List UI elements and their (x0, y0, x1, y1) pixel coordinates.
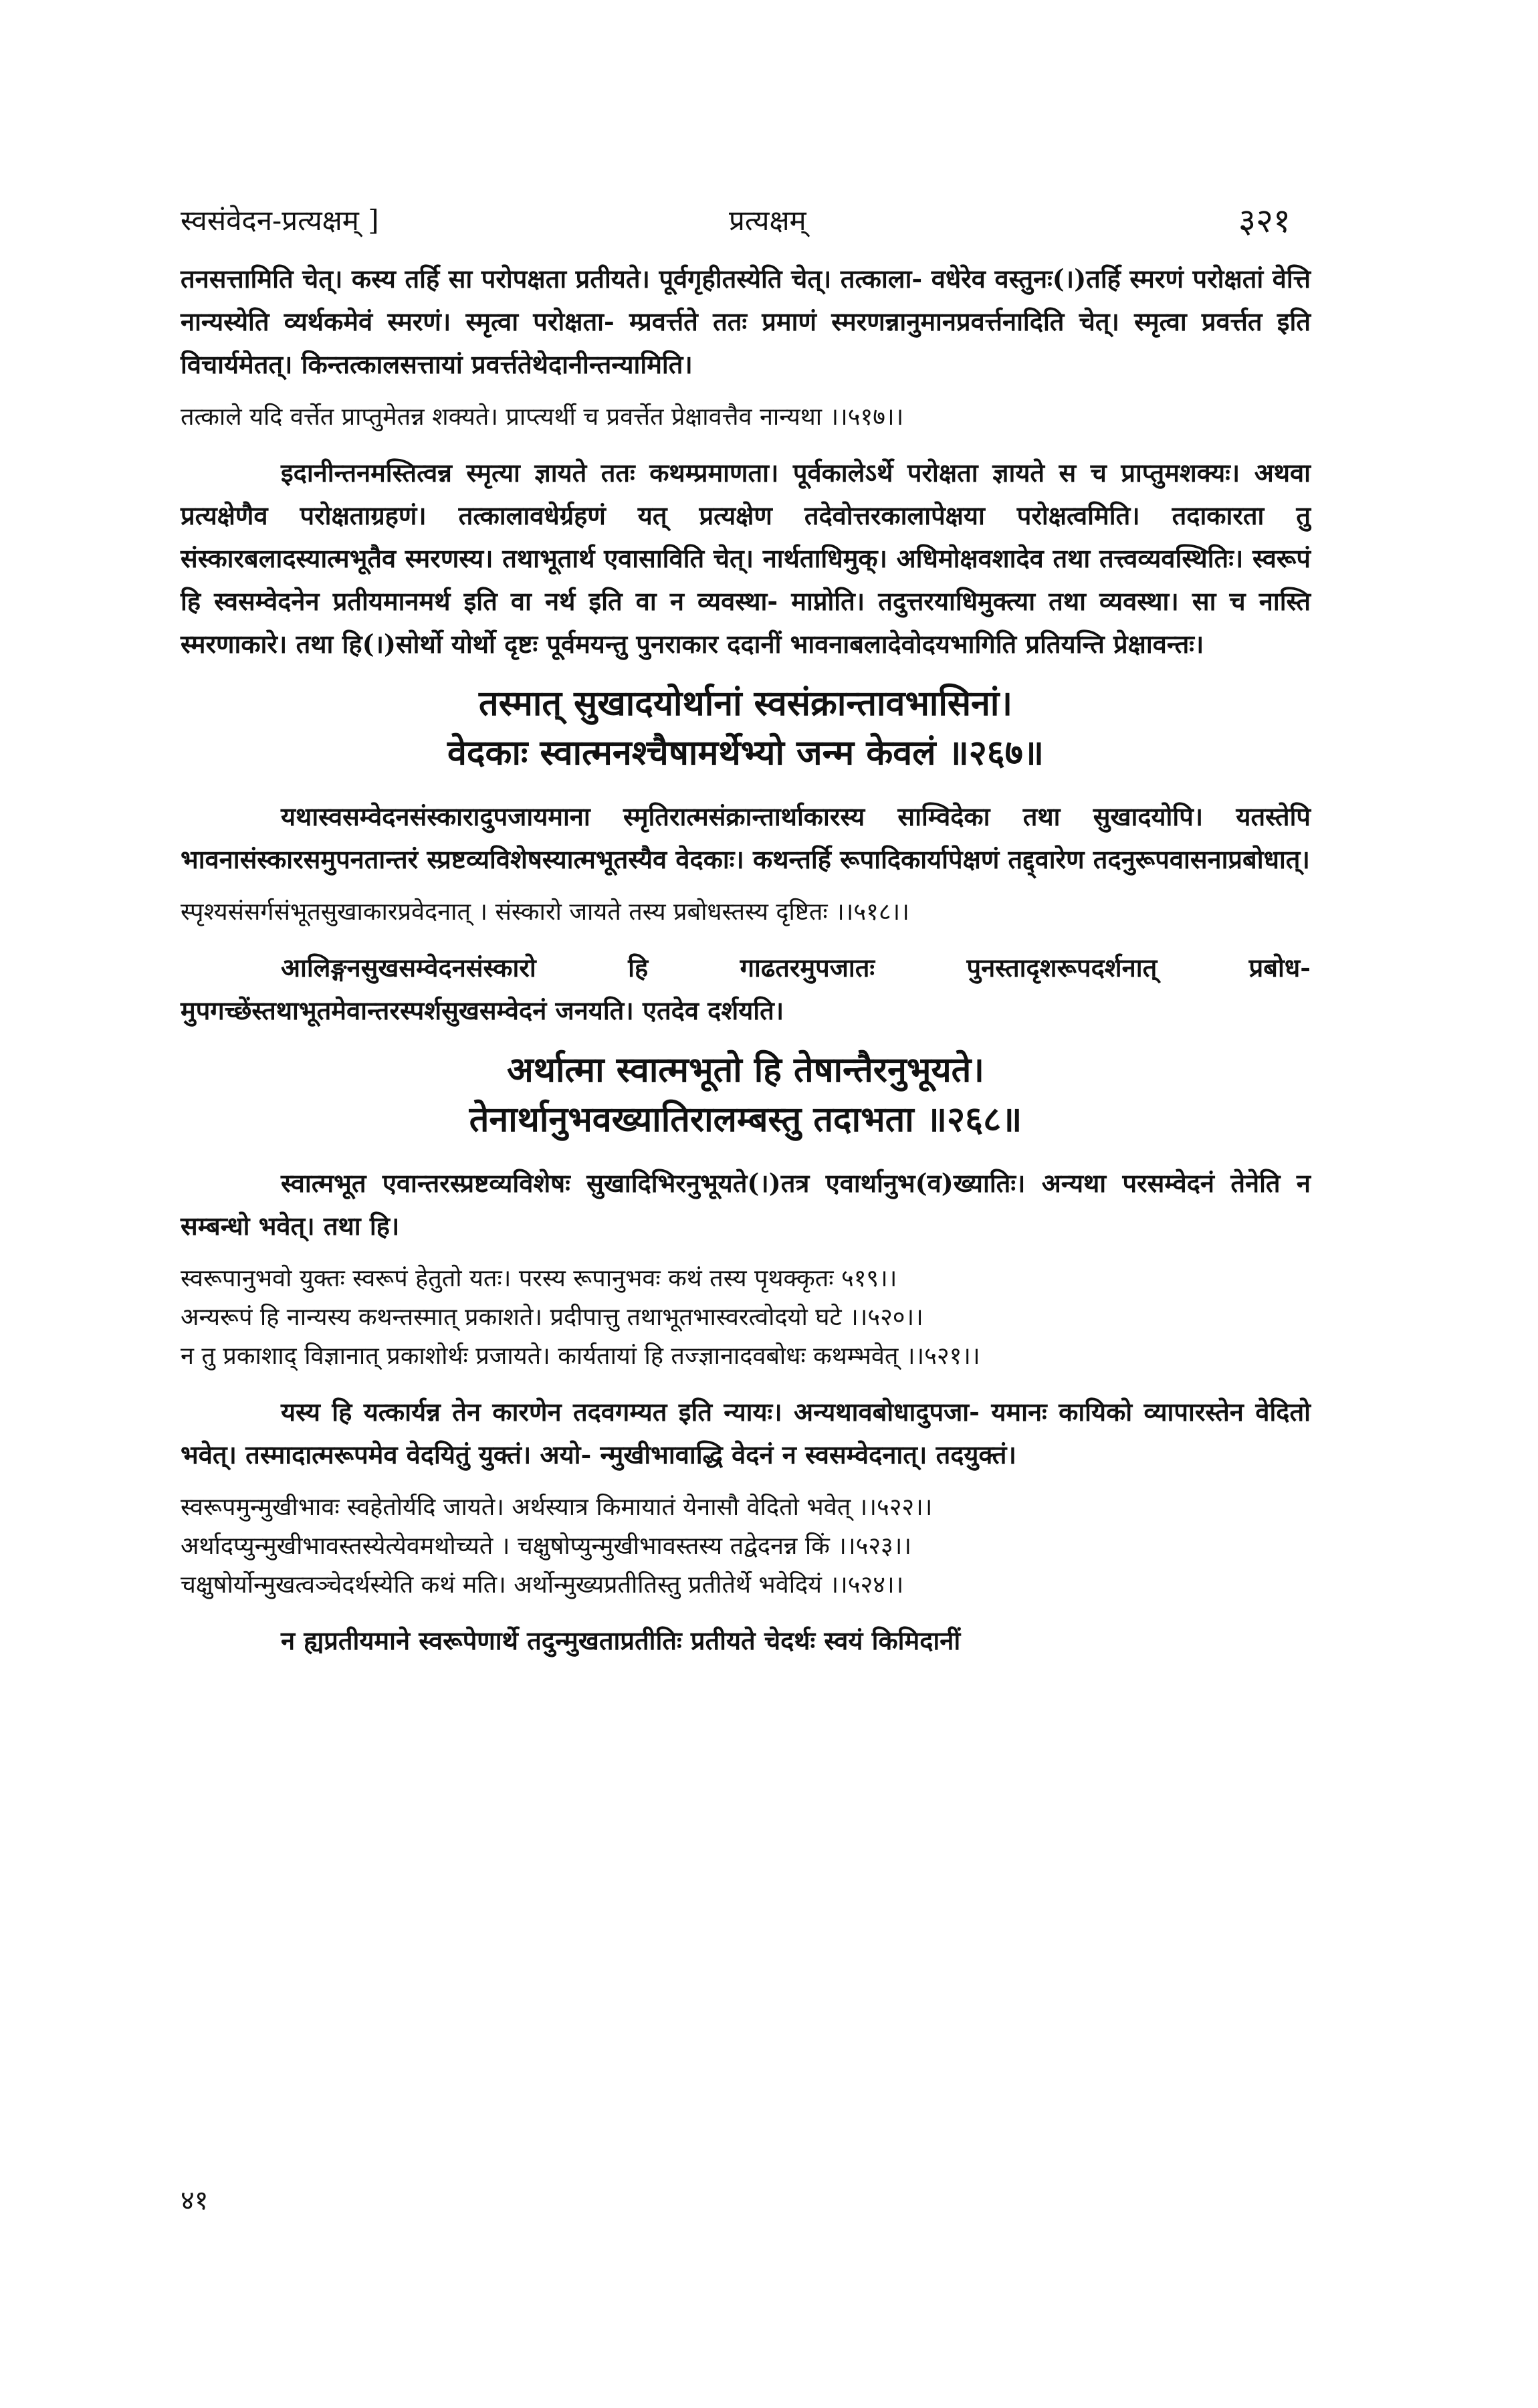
prose-paragraph: स्वात्मभूत एवान्तरस्प्रष्टव्यविशेषः सुखादिभिरनुभूयते(।)तत्र एवार्थानुभ(व)ख्यातिः। अन्यथा परसम्वेदनं तेनेति न सम्बन्धो भवेत्। तथा हि। (181, 1168, 1311, 1241)
verse-group (181, 893, 1311, 932)
verse-group (181, 1260, 1311, 1376)
prose-paragraph: न ह्यप्रतीयमाने स्वरूपेणार्थे तदुन्मुखताप्रतीतिः प्रतीयते चेदर्थः स्वयं किमिदानीं (281, 1625, 961, 1656)
header-chapter-title: प्रत्यक्षम् (729, 204, 806, 237)
karika-line: अर्थात्मा स्वात्मभूतो हि तेषान्तैरनुभूयते। (507, 1049, 984, 1090)
running-header (181, 194, 1291, 247)
karika-267 (181, 679, 1311, 778)
verse-518: स्पृश्यसंसर्गसंभूतसुखाकारप्रवेदनात् । संस्कारो जायते तस्य प्रबोधस्तस्य दृष्टितः ।।५१८।। (181, 898, 909, 926)
prose-paragraph: यथास्वसम्वेदनसंस्कारादुपजायमाना स्मृतिरात्मसंक्रान्तार्थाकारस्य साम्विदेका तथा सुखादयोपि। यतस्तेपि भावनासंस्कारसमुपनतान्तरं स्प्रष्टव्यविशेषस्यात्मभूतस्यैव वेदकाः। कथन्तर्हि रूपादिकार्यापेक्षणं तद्द्वारेण तदनुरूपवासनाप्रबोधात्। (181, 801, 1311, 874)
verse-524: चक्षुषोर्योन्मुखत्वञ्चेदर्थस्येति कथं मति। अर्थोन्मुख्यप्रतीतिस्तु प्रतीतेर्थे भवेदियं ।।५२४।। (181, 1571, 904, 1599)
karika-268 (181, 1045, 1311, 1144)
prose-paragraph: इदानीन्तनमस्तित्वन्न स्मृत्या ज्ञायते ततः कथम्प्रमाणता। पूर्वकालेऽर्थे परोक्षता ज्ञायते स च प्राप्तुमशक्यः। अथवा प्रत्यक्षेणैव परोक्षताग्रहणं। तत्कालावधेर्ग्रहणं यत् प्रत्यक्षेण तदेवोत्तरकालापेक्षया परोक्षत्वमिति। तदाकारता तु संस्कारबलादस्यात्मभूतैव स्मरणस्य। तथाभूतार्थ एवासाविति चेत्। नार्थताधिमुक्। अधिमोक्षवशादेव तथा तत्त्वव्यवस्थितिः। स्वरूपं हि स्वसम्वेदनेन प्रतीयमानमर्थ इति वा नर्थ इति वा न व्यवस्था- माप्नोति। तदुत्तरयाधिमुक्त्या तथा व्यवस्था। सा च नास्ति स्मरणाकारे। तथा हि(।)सोर्थो योर्थो दृष्टः पूर्वमयन्तु पुनराकार ददानीं भावनाबलादेवोदयभागिति प्रतियन्ति प्रेक्षावन्तः। (181, 458, 1311, 659)
verse-group (181, 398, 1311, 437)
page-body (181, 258, 1311, 1674)
verse-519: स्वरूपानुभवो युक्तः स्वरूपं हेतुतो यतः। परस्य रूपानुभवः कथं तस्य पृथक्कृतः ५१९।। (181, 1265, 897, 1292)
prose-paragraph: यस्य हि यत्कार्यन्न तेन कारणेन तदवगम्यत इति न्यायः। अन्यथावबोधादुपजा- यमानः कायिको व्यापारस्तेन वेदितो भवेत्। तस्मादात्मरूपमेव वेदयितुं युक्तं। अयो- न्मुखीभावाद्धि वेदनं न स्वसम्वेदनात्। तदयुक्तं। (181, 1397, 1311, 1470)
verse-523: अर्थादप्युन्मुखीभावस्तस्येत्येवमथोच्यते । चक्षुषोप्युन्मुखीभावस्तस्य तद्वेदनन्न किं ।।५२३।। (181, 1532, 912, 1560)
karika-line: वेदकाः स्वात्मनश्चैषामर्थेभ्यो जन्म केवलं ॥२६७॥ (447, 732, 1044, 773)
karika-line: तस्मात् सुखादयोर्थानां स्वसंक्रान्तावभासिनां। (478, 683, 1013, 724)
verse-517: तत्काले यदि वर्त्तेत प्राप्तुमेतन्न शक्यते। प्राप्त्यर्थी च प्रवर्त्तेत प्रेक्षावत्तैव नान्यथा ।।५१७।। (181, 403, 904, 431)
verse-520: अन्यरूपं हि नान्यस्य कथन्तस्मात् प्रकाशते। प्रदीपात्तु तथाभूतभास्वरत्वोदयो घटे ।।५२०।। (181, 1304, 923, 1331)
folio-signature: ४१ (181, 2185, 209, 2216)
header-section-title: स्वसंवेदन-प्रत्यक्षम् ] (181, 204, 379, 237)
prose-paragraph: आलिङ्गनसुखसम्वेदनसंस्कारो हि गाढतरमुपजातः पुनस्तादृशरूपदर्शनात् प्रबोध- मुपगच्छेंस्तथाभूतमेवान्तरस्पर्शसुखसम्वेदनं जनयति। एतदेव दर्शयति। (181, 952, 1311, 1025)
verse-522: स्वरूपमुन्मुखीभावः स्वहेतोर्यदि जायते। अर्थस्यात्र किमायातं येनासौ वेदितो भवेत् ।।५२२।। (181, 1494, 933, 1521)
page-number: ३२१ (1238, 201, 1291, 240)
verse-group (181, 1488, 1311, 1605)
verse-521: न तु प्रकाशाद् विज्ञानात् प्रकाशोर्थः प्रजायते। कार्यतायां हि तज्ज्ञानादवबोधः कथम्भवेत् ।।५२१।। (181, 1342, 980, 1370)
karika-line: तेनार्थानुभवख्यातिरालम्बस्तु तदाभता ॥२६८॥ (469, 1099, 1022, 1140)
prose-paragraph: तनसत्तामिति चेत्। कस्य तर्हि सा परोपक्षता प्रतीयते। पूर्वगृहीतस्येति चेत्। तत्काला- वधेरेव वस्तुनः(।)तर्हि स्मरणं परोक्षतां वेत्ति नान्यस्येति व्यर्थकमेवं स्मरणं। स्मृत्वा परोक्षता- म्प्रवर्त्तते ततः प्रमाणं स्मरणन्नानुमानप्रवर्त्तनादिति चेत्। स्मृत्वा प्रवर्त्तत इति विचार्यमेतत्। किन्तत्कालसत्तायां प्रवर्त्ततेथेदानीन्तन्यामिति। (181, 264, 1311, 379)
